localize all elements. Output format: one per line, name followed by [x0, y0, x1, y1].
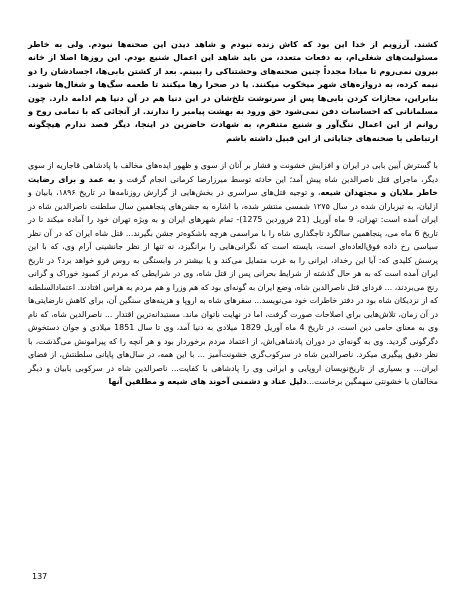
body-text-segment: با گسترش آیین بابی در ایران و افزایش خشونت و فشار بر آنان از سوی و ظهور ایده‌های مخالف با پادشاهی قاجاریه از سوی دیگر، ماجرای قتل ناصرالدین شاه پیش آمد؛ این حادثه توسط میرزارضا کرمانی انجام گرفت و [28, 161, 438, 184]
intro-paragraph: کشند. آرزویم از خدا این بود که کاش زنده نبودم و شاهد دیدن این صحنه‌ها نبودم. ولی به خاطر مسئولیت‌های شغلی‌ام، به دفعات متعدد، من باید شاهد این اعمال شنیع بودم. این روزها اصلا از خانه بیرون نمی‌روم تا مبادا مجدداً چنین صحنه‌های وحشتناکی را ببینم. بعد از کشتن بابی‌ها، اجسادشان را دو نیمه کرده، به دروازه‌های شهر میخکوب میکنند. یا در صحرا رها میکنند تا طعمه سگ‌ها و شغال‌ها شوند. بنابراین، مجازات کردن بابی‌ها پس از سرنوشت تلخ‌شان در این دنیا هم در آن دنیا هم ادامه دارد. چون مسلمانانی که احساسات دفن نمی‌شود حق ورود به بهشت پیامبر را ندارند. از آنجائی که با تمامی روح و روانم از این اعمال ننگ‌آور و شنیع متنفرم، به شهادت حاضرین در اینجا، دیگر قصد ندارم هیچگونه ارتباطی با صحنه‌های جنایاتی از این قبیل داشته باشم [28, 39, 438, 143]
page-number: 137 [32, 572, 48, 581]
body-bold-segment: دلیل عناد و دشمنی آخوند های شیعه و مطلقین آنها [108, 377, 307, 387]
body-bold-segment: به عمد و برای رضایت خاطر ملایان و مجتهدان شیعه [28, 174, 438, 198]
body-text-segment: ، و توجیه قتل‌های سراسری در بخش‌هایی از گزارش روزنامه‌ها در تاریخ ۱۸۹۶، بابیان و ازلیان، به تیرباران شده در سال ۱۲۷۵ شمسی منتشر شده، با اشاره به جشن‌های پنجاهمین سال سلطنت ناصرالدین شاه در ایران آمده است: تهران، 9 ماه آوریل (21 فروردین 1275)- تمام شهرهای ایران و به ویژه تهران خود را آماده میکند تا در تاریخ 6 ماه می، پنجاهمین سالگرد تاجگذاری شاه را با مراسمی هرچه باشکوه‌تر جشن بگیرند... قتل شاه ایران که در آن نظر سیاسی رخ داده فوق‌العاده‌ای است، بایسته است که نگرانی‌هایی را برانگیزد، نه تنها از نظر جانشینی آرام وی، که با این پرسش کلیدی که: آیا این رخداد، ایرانی را به غرب متمایل می‌کند و یا بیشتر در وابستگی به روس فرو خواهد برد؟ در تاریخ ایران آمده است که به هر حال گذشته از شرایط بحرانی پس از قتل شاه، وی در شرایطی که مردم از کمبود خوراک و گرانی رنج می‌بردند، ... فردای قتل ناصرالدین شاه، وضع ایران به گونه‌ای بود که هم وزرا و هم مردم به هراس افتادند. اعتمادالسلطنه که از نزدیکان شاه بود در دفتر خاطرات خود می‌نویسد... سفرهای شاه به اروپا و هزینه‌های سنگین آن، برای کاهش نارضایتی‌ها در آن زمان، تلاش‌هایی برای اصلاحات صورت گرفت، اما در نهایت ناتوان ماند. مستبدانه‌ترین اقتدار ... ناصرالدین شاه، که نام وی به معنای حامی دین است، در تاریخ 4 ماه آوریل 1829 میلادی به دنیا آمد، وی تا سال 1851 میلادی و جوان دستخوش دگرگونی گردید. وی به گونه‌ای در دوران پادشاهی‌اش، از اعتماد مردم برخوردار بود و هر آنچه را که پیرامونش می‌گذشت، با نظر دقیق پیگیری میکرد. ناصرالدین شاه در سرکوب‌گری خشونت‌آمیز ... با این همه، در سال‌های پایانی سلطنتش، از فضای ایران... و بسیاری از تاریخ‌نویسان اروپایی و ایرانی وی را پادشاهی با کفایت... ناصرالدین شاه در سرکوبی بابیان و دیگر مخالفان با خشونتی سهمگین برخاست... [28, 188, 439, 387]
document-page [28, 38, 438, 568]
body-paragraph [28, 159, 438, 389]
